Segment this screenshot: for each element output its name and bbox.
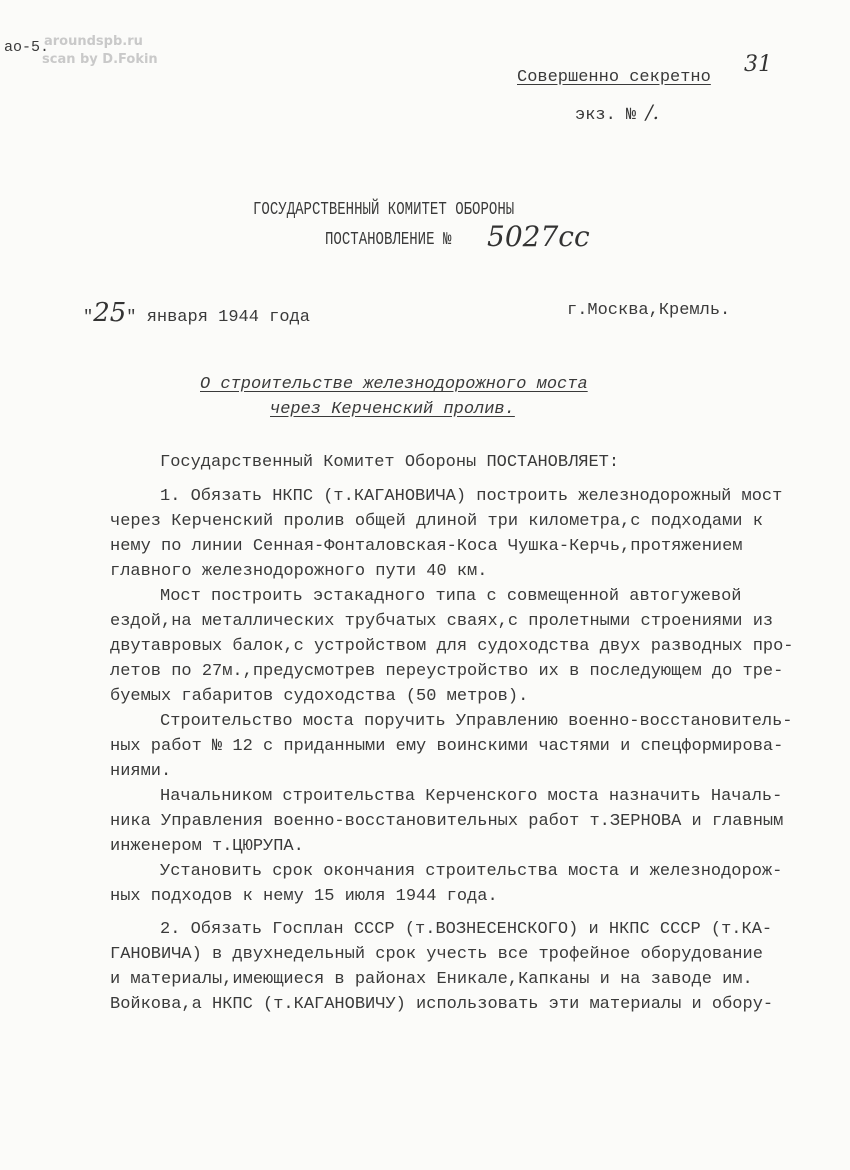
body-line: Войкова,а НКПС (т.КАГАНОВИЧУ) использовать эти материалы и обору- xyxy=(110,995,774,1014)
body-line: ниями. xyxy=(110,762,172,781)
body-line: ГАНОВИЧА) в двухнедельный срок учесть все трофейное оборудование xyxy=(110,945,763,964)
body-line: двутавровых балок,с устройством для судоходства двух разводных про- xyxy=(110,637,794,656)
body-line: через Керченский пролив общей длиной три километра,с подходами к xyxy=(110,512,763,531)
document-title-line-2: через Керченский пролив. xyxy=(270,400,515,419)
classification: Совершенно секретно xyxy=(517,68,711,87)
place: г.Москва,Кремль. xyxy=(567,301,731,320)
body-line: и материалы,имеющиеся в районах Еникале,Капканы и на заводе им. xyxy=(110,970,753,989)
body-line: летов по 27м.,предусмотрев переустройство их в последующем до тре- xyxy=(110,662,784,681)
decree-number: 5027сс xyxy=(487,220,590,253)
watermark-credit: scan by D.Fokin xyxy=(42,52,158,67)
date-day: 25 xyxy=(93,298,127,328)
body-line: ных работ № 12 с приданными ему воинскими частями и спецформирова- xyxy=(110,737,784,756)
body-line: ездой,на металлических трубчатых сваях,с пролетными строениями из xyxy=(110,612,774,631)
body-line: ника Управления военно-восстановительных работ т.ЗЕРНОВА и главным xyxy=(110,812,784,831)
date-line: "25" января 1944 года xyxy=(83,298,310,328)
body-line: 1. Обязать НКПС (т.КАГАНОВИЧА) построить железнодорожный мост xyxy=(160,487,783,506)
body-line: буемых габаритов судоходства (50 метров). xyxy=(110,687,529,706)
body-line: инженером т.ЦЮРУПА. xyxy=(110,837,304,856)
body-line: ных подходов к нему 15 июля 1944 года. xyxy=(110,887,498,906)
document-title-line-1: О строительстве железнодорожного моста xyxy=(200,375,588,394)
body-line: главного железнодорожного пути 40 км. xyxy=(110,562,488,581)
body-line: Строительство моста поручить Управлению военно-восстановитель- xyxy=(160,712,793,731)
body-line: Начальником строительства Керченского моста назначить Началь- xyxy=(160,787,783,806)
organization-heading: ГОСУДАРСТВЕННЫЙ КОМИТЕТ ОБОРОНЫ xyxy=(253,200,515,220)
copy-label: экз. № xyxy=(575,106,637,125)
body-line: нему по линии Сенная-Фонталовская-Коса Чушка-Керчь,протяжением xyxy=(110,537,743,556)
body-line: 2. Обязать Госплан СССР (т.ВОЗНЕСЕНСКОГО) и НКПС СССР (т.КА- xyxy=(160,920,773,939)
copy-number-line xyxy=(575,100,659,126)
watermark-site: aroundspb.ru xyxy=(44,34,143,49)
page-number: 31 xyxy=(744,52,772,77)
decree-label: ПОСТАНОВЛЕНИЕ № xyxy=(325,230,452,250)
body-line: Установить срок окончания строительства моста и железнодорож- xyxy=(160,862,783,881)
corner-code: ао-5. xyxy=(4,39,50,56)
preamble: Государственный Комитет Обороны ПОСТАНОВЛЯЕТ: xyxy=(160,453,620,472)
copy-number: /. xyxy=(645,100,659,124)
body-line: Мост построить эстакадного типа с совмещенной автогужевой xyxy=(160,587,742,606)
date-month-year: января 1944 года xyxy=(146,308,310,327)
